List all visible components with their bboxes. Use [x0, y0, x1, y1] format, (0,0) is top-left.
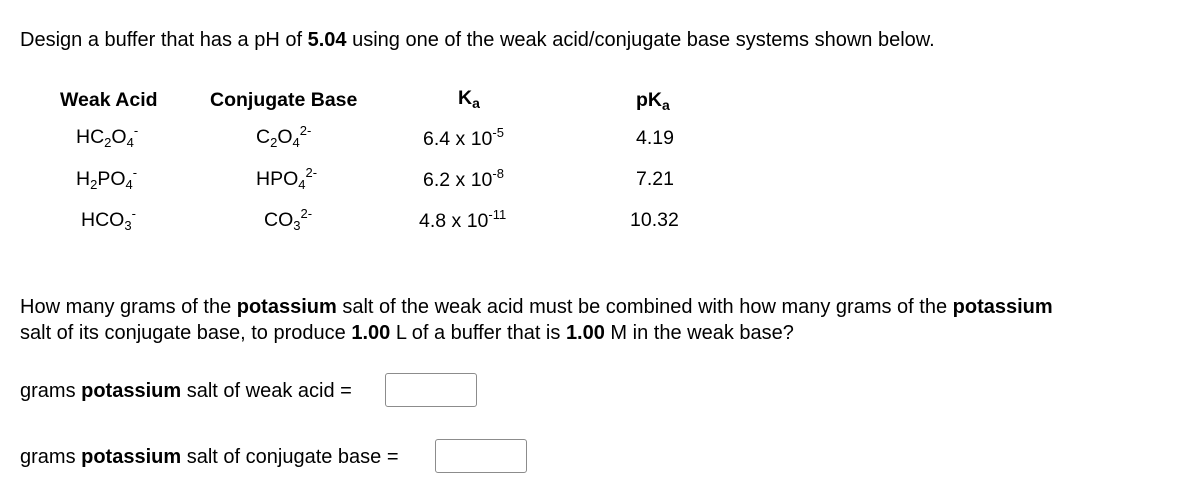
header-conjugate-base: Conjugate Base	[210, 89, 358, 111]
table-row-2-ka: 6.2 x $10^{-8}$	[423, 166, 504, 191]
table-row-3-pka: 10.32	[630, 209, 679, 231]
header-weak-acid: Weak Acid	[60, 89, 158, 111]
header-pka: $pK_a$	[636, 89, 670, 113]
header-ka: $K_a$	[458, 87, 480, 111]
table-row-3-acid: $HCO_3^-$	[81, 206, 136, 233]
table-row-3-ka: 4.8 x $10^{-11}$	[419, 207, 507, 232]
conjugate-base-grams-input[interactable]	[435, 439, 527, 473]
table-row-2-acid: $H_2PO_4^-$	[76, 165, 138, 192]
table-row-3-base: $CO_3^{2-}$	[264, 206, 313, 233]
conjugate-base-answer-label: grams potassium salt of conjugate base =	[20, 446, 399, 468]
table-row-2-base: $HPO_4^{2-}$	[256, 165, 318, 192]
table-row-1-pka: 4.19	[636, 127, 674, 149]
table-row-1-ka: 6.4 x $10^{-5}$	[423, 125, 504, 150]
table-row-1-base: $C_2O_4^{2-}$	[256, 123, 312, 150]
weak-acid-grams-input[interactable]	[385, 373, 477, 407]
table-row-2-pka: 7.21	[636, 168, 674, 190]
table-row-1-acid: $HC_2O_4^-$	[76, 123, 139, 150]
buffer-question: Design a buffer that has a pH of 5.04 using one of the weak acid/conjugate base systems shown below.	[20, 29, 935, 51]
mass-question: How many grams of the potassium salt of the weak acid must be combined with how many grams of the potassium salt of its conjugate base, to produce 1.00 L of a buffer that is 1.00 M in the weak base?	[20, 296, 1053, 344]
target-ph: 5.04	[307, 29, 347, 51]
weak-acid-answer-label: grams potassium salt of weak acid =	[20, 380, 352, 402]
